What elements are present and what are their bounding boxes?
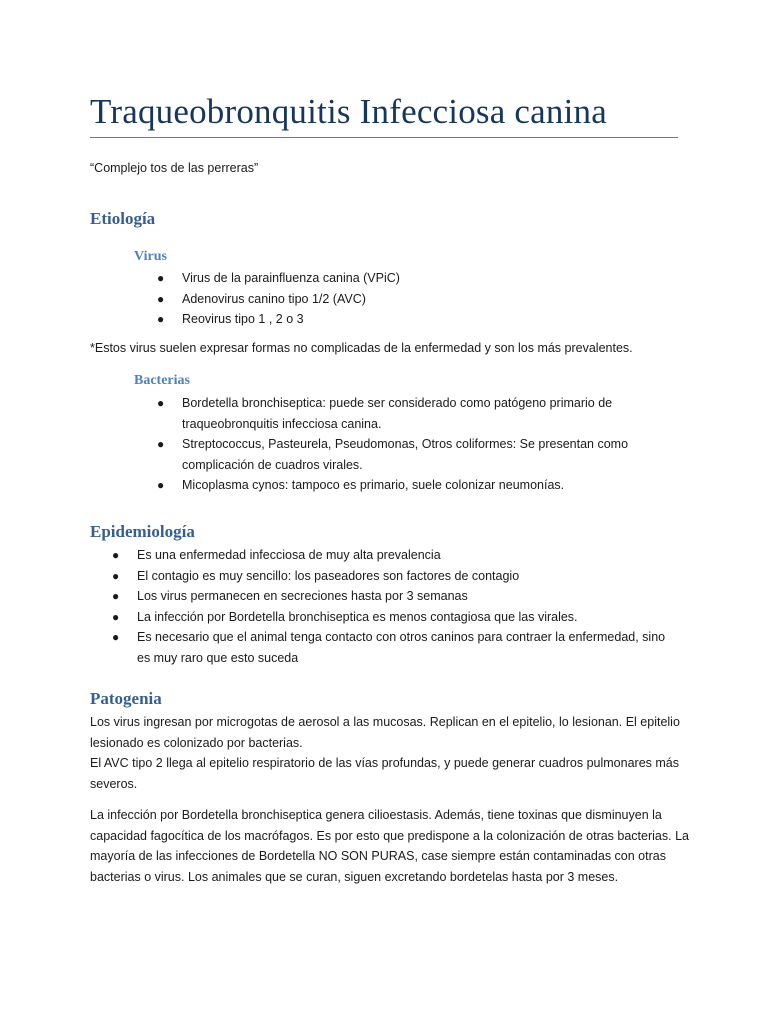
subsection-heading-bacterias: Bacterias [134, 373, 190, 388]
list-item-text: Virus de la parainfluenza canina (VPiC) [182, 271, 400, 285]
bullet-icon: ● [157, 437, 165, 451]
list-item-text: Los virus permanecen en secreciones hasta por 3 semanas [137, 589, 468, 603]
virus-list [157, 268, 627, 330]
epidemiologia-list [112, 545, 672, 668]
bullet-icon: ● [112, 609, 120, 624]
list-item-text: Reovirus tipo 1 , 2 o 3 [182, 312, 304, 326]
list-item [157, 268, 627, 289]
list-item [157, 393, 635, 434]
list-item [112, 586, 672, 607]
list-item [112, 545, 672, 566]
bullet-icon: ● [112, 630, 120, 644]
bullet-icon: ● [157, 291, 165, 306]
section-heading-etiologia: Etiología [90, 209, 156, 228]
list-item [157, 475, 635, 496]
list-item [112, 627, 672, 668]
list-item-text: La infección por Bordetella bronchiseptica es menos contagiosa que las virales. [137, 609, 578, 624]
patogenia-paragraph-2: El AVC tipo 2 llega al epitelio respiratorio de las vías profundas, y puede generar cuadros pulmonares más severos. [90, 756, 679, 791]
list-item-text: Es necesario que el animal tenga contacto con otros caninos para contraer la enfermedad, sino es muy raro que esto suceda [137, 630, 666, 665]
title-underline [90, 137, 678, 138]
virus-note: *Estos virus suelen expresar formas no complicadas de la enfermedad y son los más prevalentes. [90, 341, 633, 355]
patogenia-paragraph-1: Los virus ingresan por microgotas de aerosol a las mucosas. Replican en el epitelio, lo lesionan. El epitelio lesionado es colonizado por bacterias. [90, 715, 680, 750]
list-item [112, 607, 672, 628]
bullet-icon: ● [157, 271, 165, 285]
document-subtitle: “Complejo tos de las perreras” [90, 161, 259, 175]
list-item-text: Es una enfermedad infecciosa de muy alta prevalencia [137, 548, 441, 562]
bullet-icon: ● [157, 478, 165, 492]
subsection-heading-virus: Virus [134, 249, 167, 264]
bullet-icon: ● [112, 568, 120, 583]
list-item [157, 434, 635, 475]
section-heading-patogenia: Patogenia [90, 689, 162, 708]
bullet-icon: ● [157, 396, 165, 410]
list-item-text: Bordetella bronchiseptica: puede ser considerado como patógeno primario de traqueobronquitis infecciosa canina. [182, 396, 613, 431]
patogenia-paragraph-3: La infección por Bordetella bronchiseptica genera cilioestasis. Además, tiene toxinas que disminuyen la capacidad fagocítica de los macrófagos. Es por esto que predispone a la colonización de otras bacterias. La mayoría de las infecciones de Bordetella NO SON PURAS, case siempre están contaminadas con otras bacterias o virus. Los animales que se curan, siguen excretando bordetelas hasta por 3 meses. [90, 808, 689, 884]
list-item-text: El contagio es muy sencillo: los paseadores son factores de contagio [137, 568, 520, 583]
bacterias-list [157, 393, 635, 496]
document-title: Traqueobronquitis Infecciosa canina [90, 92, 607, 131]
bullet-icon: ● [157, 312, 165, 326]
list-item [157, 289, 627, 310]
list-item [112, 566, 672, 587]
list-item-text: Adenovirus canino tipo 1/2 (AVC) [182, 291, 366, 306]
list-item [157, 309, 627, 330]
list-item-text: Streptococcus, Pasteurela, Pseudomonas, Otros coliformes: Se presentan como complicación de cuadros virales. [182, 437, 629, 472]
bullet-icon: ● [112, 548, 120, 562]
section-heading-epidemiologia: Epidemiología [90, 522, 195, 541]
bullet-icon: ● [112, 589, 120, 603]
list-item-text: Micoplasma cynos: tampoco es primario, suele colonizar neumonías. [182, 478, 565, 492]
